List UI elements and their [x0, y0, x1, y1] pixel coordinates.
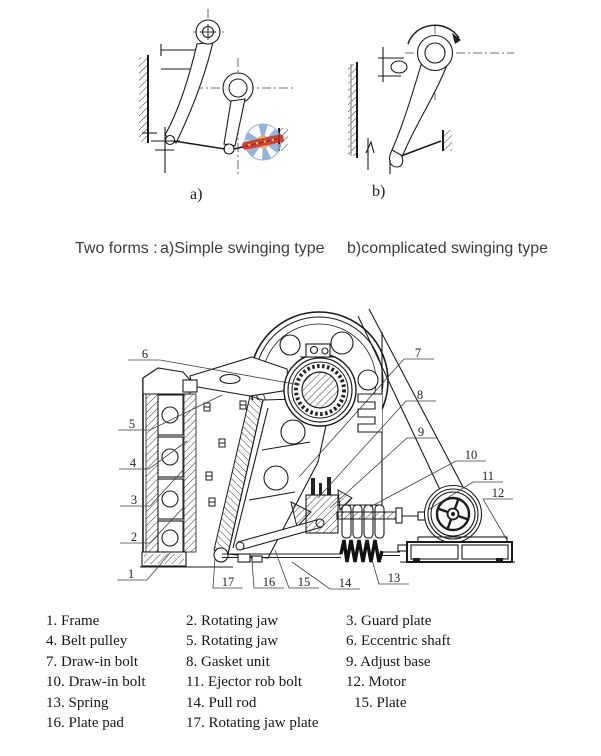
legend-item: 16. Plate pad — [46, 715, 124, 732]
callout-label: 9 — [417, 425, 425, 439]
legend-item: 1. Frame — [46, 613, 100, 629]
callout-label: 17 — [221, 575, 235, 589]
bottom-marks — [366, 138, 390, 174]
callout-label: 7 — [414, 346, 422, 360]
connecting-rod — [224, 99, 245, 146]
figure-a-diagram — [120, 0, 315, 205]
parts-legend — [46, 611, 586, 733]
suspension-lug — [391, 61, 407, 73]
figure-a-label: a) — [190, 186, 203, 203]
link-anchor — [443, 130, 452, 151]
legend-item: 9. Adjust base — [346, 653, 431, 670]
callout-label: 15 — [297, 575, 311, 589]
callout-label: 13 — [387, 571, 401, 585]
legend-item: 6. Eccentric shaft — [346, 633, 451, 650]
legend-item: 7. Draw-in bolt — [46, 653, 139, 670]
caption-type-a: a)Simple swinging type — [160, 240, 325, 257]
caption-type-b: b)complicated swinging type — [347, 240, 548, 257]
fixed-wall — [348, 62, 357, 158]
spring — [341, 540, 382, 562]
crusher-section-diagram — [0, 280, 601, 610]
legend-item: 15. Plate — [354, 694, 407, 711]
callout-label: 16 — [262, 575, 276, 589]
legend-item: 4. Belt pulley — [46, 633, 128, 650]
callout-label: 11 — [481, 469, 495, 483]
legend-item: 2. Rotating jaw — [186, 613, 279, 629]
fixed-wall — [139, 55, 148, 143]
legend-item: 14. Pull rod — [186, 694, 257, 711]
callout-label: 8 — [416, 388, 424, 402]
arm-joint — [166, 136, 175, 145]
legend-item: 8. Gasket unit — [186, 653, 270, 670]
figure-b-label: b) — [372, 183, 386, 200]
legend-item: 11. Ejector rob bolt — [186, 674, 303, 691]
legend-item: 17. Rotating jaw plate — [186, 715, 319, 732]
callout-label: 6 — [141, 347, 149, 361]
legend-item-empty — [346, 713, 586, 733]
legend-item: 13. Spring — [46, 694, 109, 711]
legend-item: 12. Motor — [346, 674, 406, 691]
callout-label: 5 — [128, 417, 136, 431]
callout-label: 12 — [491, 486, 505, 500]
callout-label: 1 — [127, 567, 135, 581]
legend-item: 5. Rotating jaw — [186, 633, 279, 650]
figure-b-diagram — [335, 10, 525, 205]
eccentric-circle — [418, 36, 453, 71]
caption — [0, 240, 601, 262]
rod-joint — [224, 144, 234, 154]
swing-jaw-arm — [392, 65, 447, 157]
callout-label: 14 — [338, 576, 352, 590]
legend-item: 10. Draw-in bolt — [46, 674, 146, 691]
eccentric-circle — [223, 73, 253, 103]
swing-jaw-arm — [165, 42, 213, 143]
callout-label: 10 — [464, 448, 478, 462]
legend-item: 3. Guard plate — [346, 613, 432, 629]
watermark-logo — [242, 124, 285, 160]
caption-prefix: Two forms : — [75, 240, 158, 257]
callout-label: 3 — [130, 493, 138, 507]
callout-label: 4 — [129, 456, 137, 470]
callout-label: 2 — [130, 530, 138, 544]
